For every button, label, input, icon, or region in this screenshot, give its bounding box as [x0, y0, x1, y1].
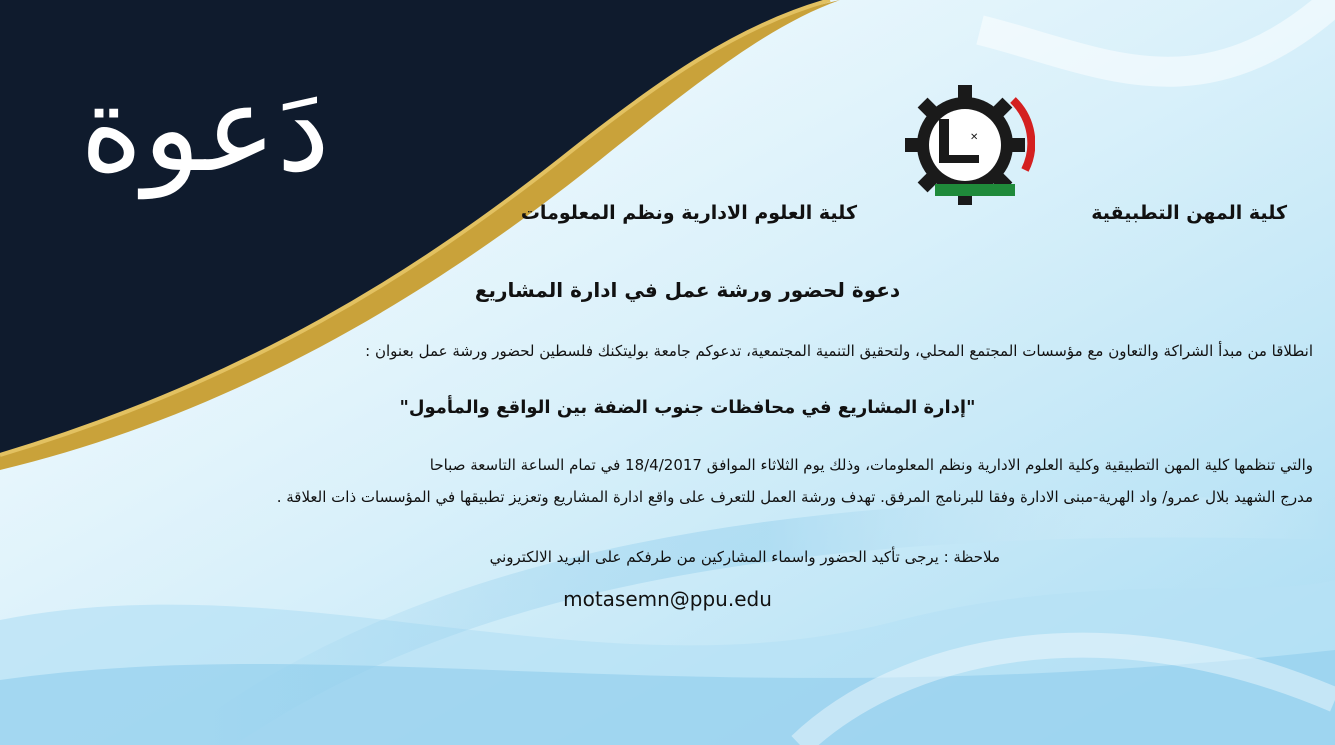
svg-text:✕: ✕	[970, 132, 979, 143]
invitation-heading: دعوة لحضور ورشة عمل في ادارة المشاريع	[474, 278, 901, 302]
note-text: ملاحظة : يرجى تأكيد الحضور واسماء المشاركين من طرفكم على البريد الالكتروني	[489, 548, 1000, 566]
college-applied-professions: كلية المهن التطبيقية	[1091, 202, 1287, 224]
details-line-2: مدرج الشهيد بلال عمرو/ واد الهرية-مبنى الادارة وفقا للبرنامج المرفق. تهدف ورشة العمل للتعرف على واقع ادارة المشاريع وتعزيز تطبيقها في المؤسسات ذات العلاقة .	[276, 488, 1313, 506]
college-administrative-sciences: كلية العلوم الادارية ونظم المعلومات	[520, 202, 857, 224]
intro-paragraph: انطلاقا من مبدأ الشراكة والتعاون مع مؤسسات المجتمع المحلي، ولتحقيق التنمية المجتمعية، تدعوكم جامعة بوليتكنك فلسطين لحضور ورشة عمل بعنوان :	[365, 342, 1313, 360]
details-line-1: والتي تنظمها كلية المهن التطبيقية وكلية العلوم الادارية ونظم المعلومات، وذلك يوم الثلاثاء الموافق 18/4/2017 في تمام الساعة التاسعة صباحا	[429, 456, 1313, 474]
workshop-title: "إدارة المشاريع في محافظات جنوب الضفة بين الواقع والمأمول"	[399, 397, 976, 418]
contact-email-link[interactable]: motasemn@ppu.edu	[563, 587, 772, 611]
invitation-wordmark: دَعوة	[80, 60, 330, 199]
university-logo	[905, 80, 1035, 210]
